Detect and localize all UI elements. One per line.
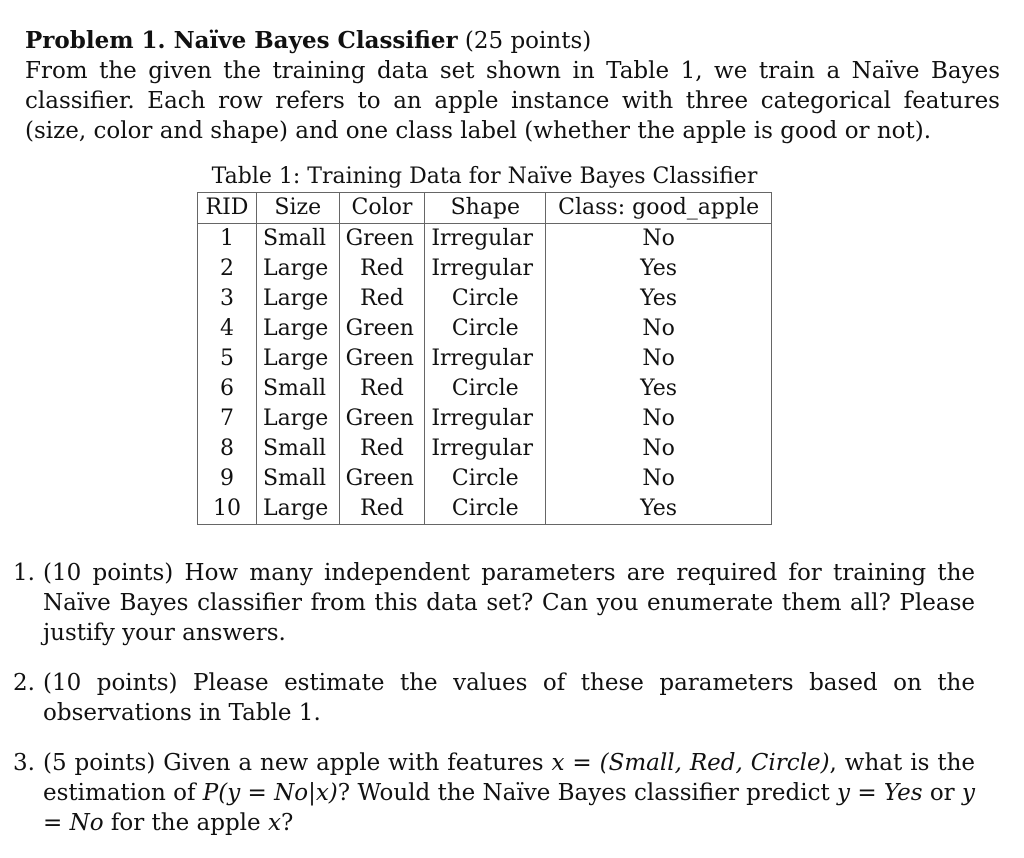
- table-row: [198, 374, 772, 404]
- cell-class: No: [546, 434, 772, 464]
- question-number: 1.: [13, 560, 35, 586]
- cell-class: No: [546, 224, 772, 255]
- training-table-block: [197, 163, 772, 525]
- cell-size: Large: [256, 284, 339, 314]
- cell-rid: 1: [198, 224, 257, 255]
- question-item: [13, 558, 975, 648]
- training-data-table: [197, 192, 772, 525]
- cell-class: No: [546, 404, 772, 434]
- cell-class: No: [546, 344, 772, 374]
- math-expression: x = (Small, Red, Circle): [551, 750, 830, 776]
- table-row: [198, 224, 772, 255]
- header-size: Size: [256, 193, 339, 224]
- cell-color: Red: [339, 254, 425, 284]
- question-list: [13, 558, 975, 858]
- question-item: [13, 668, 975, 728]
- table-header-row: [198, 193, 772, 224]
- problem-section: [25, 26, 1000, 146]
- question-number: 2.: [13, 670, 35, 696]
- cell-rid: 6: [198, 374, 257, 404]
- cell-color: Green: [339, 344, 425, 374]
- cell-color: Green: [339, 404, 425, 434]
- cell-color: Red: [339, 374, 425, 404]
- cell-color: Red: [339, 494, 425, 525]
- question-text: [43, 748, 975, 838]
- header-shape: Shape: [425, 193, 546, 224]
- question-number: 3.: [13, 750, 35, 776]
- table-row: [198, 314, 772, 344]
- table-row: [198, 494, 772, 525]
- table-row: [198, 254, 772, 284]
- cell-color: Green: [339, 464, 425, 494]
- cell-shape: Circle: [425, 374, 546, 404]
- question-item: [13, 748, 975, 838]
- cell-shape: Circle: [425, 314, 546, 344]
- math-expression: y = No: [43, 780, 975, 836]
- table-row: [198, 344, 772, 374]
- question-text-part: for the apple: [103, 810, 268, 836]
- question-text: (10 points) Please estimate the values of these parameters based on the observations in Table 1.: [43, 670, 975, 726]
- cell-color: Red: [339, 284, 425, 314]
- cell-shape: Irregular: [425, 434, 546, 464]
- cell-rid: 10: [198, 494, 257, 525]
- table-row: [198, 404, 772, 434]
- cell-shape: Irregular: [425, 254, 546, 284]
- cell-class: Yes: [546, 494, 772, 525]
- question-text: (10 points) How many independent parameters are required for training the Naïve Bayes classifier from this data set? Can you enumerate them all? Please justify your answers.: [43, 560, 975, 646]
- cell-class: Yes: [546, 284, 772, 314]
- table-caption: Table 1: Training Data for Naïve Bayes Classifier: [211, 164, 758, 189]
- cell-shape: Irregular: [425, 344, 546, 374]
- cell-class: Yes: [546, 374, 772, 404]
- cell-color: Red: [339, 434, 425, 464]
- cell-size: Large: [256, 254, 339, 284]
- problem-title: Problem 1. Naïve Bayes Classifier: [25, 27, 458, 54]
- table-body: [198, 224, 772, 525]
- problem-intro: From the given the training data set shown in Table 1, we train a Naïve Bayes classifier. Each row refers to an apple instance with three categorical features (size, color and shape) and one class label (whether the apple is good or not).: [25, 58, 1000, 144]
- cell-size: Large: [256, 344, 339, 374]
- question-text-part: ?: [280, 810, 294, 836]
- question-text-part: or: [922, 780, 962, 806]
- cell-shape: Circle: [425, 284, 546, 314]
- math-expression: x: [267, 810, 281, 836]
- header-color: Color: [339, 193, 425, 224]
- cell-size: Small: [256, 374, 339, 404]
- math-expression: P(y = No|x): [202, 780, 338, 806]
- cell-rid: 7: [198, 404, 257, 434]
- table-row: [198, 464, 772, 494]
- cell-shape: Circle: [425, 494, 546, 525]
- cell-rid: 3: [198, 284, 257, 314]
- cell-class: No: [546, 314, 772, 344]
- cell-color: Green: [339, 314, 425, 344]
- table-row: [198, 434, 772, 464]
- table-row: [198, 284, 772, 314]
- cell-shape: Irregular: [425, 224, 546, 255]
- header-rid: RID: [198, 193, 257, 224]
- cell-rid: 2: [198, 254, 257, 284]
- cell-color: Green: [339, 224, 425, 255]
- cell-class: No: [546, 464, 772, 494]
- header-class: Class: good_apple: [546, 193, 772, 224]
- cell-rid: 5: [198, 344, 257, 374]
- problem-heading: [25, 26, 1000, 56]
- question-text-part: (5 points) Given a new apple with features: [43, 750, 552, 776]
- cell-size: Large: [256, 494, 339, 525]
- cell-size: Small: [256, 434, 339, 464]
- cell-shape: Irregular: [425, 404, 546, 434]
- cell-rid: 4: [198, 314, 257, 344]
- cell-size: Large: [256, 314, 339, 344]
- cell-size: Large: [256, 404, 339, 434]
- cell-size: Small: [256, 224, 339, 255]
- cell-class: Yes: [546, 254, 772, 284]
- cell-rid: 8: [198, 434, 257, 464]
- cell-rid: 9: [198, 464, 257, 494]
- cell-size: Small: [256, 464, 339, 494]
- question-text-part: ? Would the Naïve Bayes classifier predict: [337, 780, 838, 806]
- question-text-part: , what is the estimation of: [43, 750, 975, 806]
- problem-points: (25 points): [464, 28, 592, 54]
- cell-shape: Circle: [425, 464, 546, 494]
- math-expression: y = Yes: [837, 780, 923, 806]
